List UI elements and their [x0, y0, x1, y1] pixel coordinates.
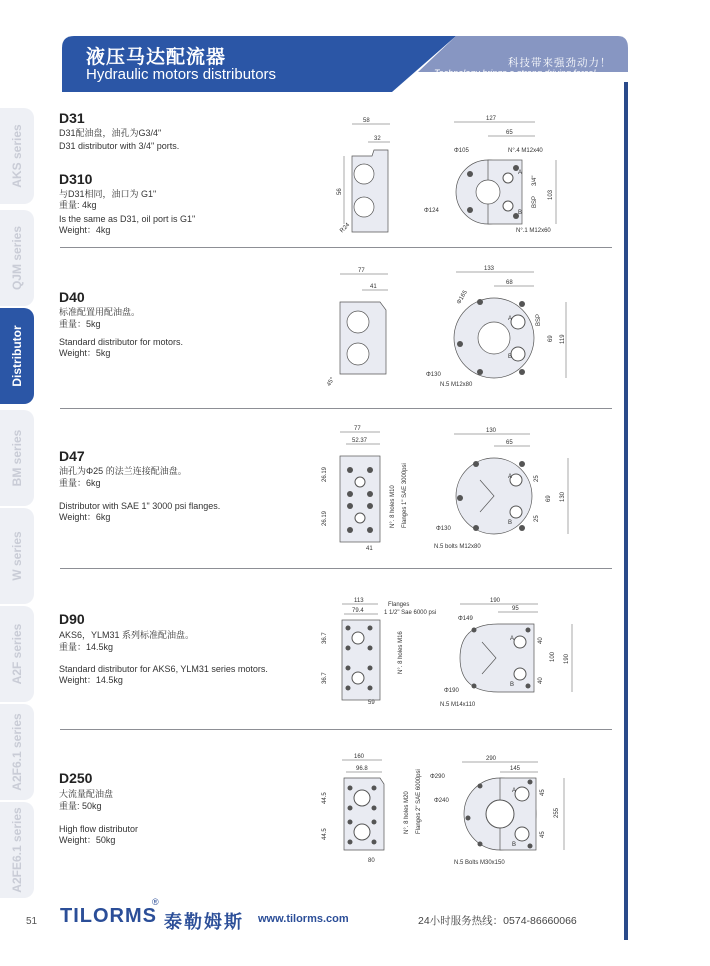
- page-title-cn: 液压马达配流器: [86, 47, 227, 68]
- port-label: A: [508, 474, 513, 480]
- dim-label: 96.8: [356, 766, 368, 772]
- dim-label: 32: [374, 136, 381, 142]
- dim-label: 52.37: [352, 438, 368, 444]
- port-label: B: [518, 210, 523, 216]
- sidebar-item-qjm[interactable]: [0, 210, 34, 306]
- sidebar-item-label: QJM series: [10, 225, 24, 291]
- d90-weight-en: Weight：14.5kg: [59, 675, 123, 685]
- dim-label: 290: [486, 756, 497, 762]
- brand-logo-en: TILORMS: [60, 905, 157, 927]
- d31-desc-cn: D31配油盘，油孔为G3/4": [59, 128, 162, 138]
- d47-weight-cn: 重量：6kg: [59, 478, 101, 488]
- dim-label: N°. 8 holes M16: [398, 631, 404, 674]
- dim-label: BSP: [532, 195, 538, 208]
- page-number: 51: [26, 916, 38, 927]
- dim-label: Flanges 1" SAE 3000psi: [402, 463, 408, 528]
- dim-label: 190: [490, 598, 501, 604]
- section-divider: [60, 568, 612, 569]
- d47-desc-en: Distributor with SAE 1" 3000 psi flanges.: [59, 501, 221, 511]
- dim-label: Flanges 2" SAE 6000psi: [416, 769, 422, 834]
- sidebar-item-a2f[interactable]: [0, 606, 34, 702]
- dim-label: BSP: [536, 313, 542, 326]
- dim-label: N°.4 M12x40: [508, 148, 543, 154]
- d40-weight-en: Weight：5kg: [59, 348, 111, 358]
- dim-label: 40: [538, 677, 544, 684]
- dim-label: N.5 bolts M12x80: [434, 544, 481, 550]
- port-label: A: [512, 788, 517, 794]
- right-border-rule: [624, 82, 628, 940]
- sidebar-item-distributor[interactable]: [0, 308, 34, 404]
- dim-label: 41: [370, 284, 377, 290]
- dim-label: 36.7: [322, 632, 328, 644]
- sidebar-item-label: BM series: [10, 429, 24, 487]
- dim-label: 1 1/2" Sae 6000 psi: [384, 610, 437, 616]
- dim-label: 130: [560, 491, 566, 502]
- dim-label: 255: [554, 807, 560, 818]
- dim-label: Φ190: [444, 688, 459, 694]
- website-link[interactable]: www.tilorms.com: [258, 913, 349, 925]
- dim-label: Φ105: [454, 148, 469, 154]
- d40-side-view: [320, 262, 410, 394]
- dim-label: 160: [354, 754, 365, 760]
- d310-weight-cn: 重量: 4kg: [59, 200, 97, 210]
- sidebar-item-label: A2F series: [10, 623, 24, 685]
- brand-logo[interactable]: [60, 897, 244, 932]
- d90-weight-cn: 重量：14.5kg: [59, 642, 114, 652]
- sidebar-item-label: Distributor: [10, 325, 24, 387]
- dim-label: 59: [368, 700, 375, 706]
- d250-weight-en: Weight：50kg: [59, 835, 116, 845]
- registered-mark: ®: [152, 897, 159, 907]
- d250-side-view: [314, 750, 424, 870]
- port-label: B: [510, 682, 515, 688]
- d31-side-view: [330, 112, 410, 240]
- section-divider: [60, 408, 612, 409]
- section-title-d310: D310: [59, 171, 93, 187]
- dim-label: 145: [510, 766, 521, 772]
- dim-label: Φ149: [458, 616, 473, 622]
- port-label: A: [510, 636, 515, 642]
- section-divider: [60, 247, 612, 248]
- dim-label: 68: [506, 280, 513, 286]
- dim-label: 95: [512, 606, 519, 612]
- dim-label: Φ240: [434, 798, 449, 804]
- dim-label: 113: [354, 598, 364, 604]
- sidebar-item-label: A2F6.1 series: [10, 713, 24, 791]
- section-divider: [60, 729, 612, 730]
- sidebar-item-a2f61[interactable]: [0, 704, 34, 800]
- dim-label: 80: [368, 858, 375, 864]
- sidebar-item-label: W series: [10, 531, 24, 581]
- dim-label: 190: [564, 653, 570, 664]
- dim-label: 127: [486, 116, 497, 122]
- d250-front-view: [428, 752, 580, 870]
- dim-label: Φ165: [456, 289, 469, 306]
- dim-label: 77: [354, 426, 361, 432]
- dim-label: 26.19: [322, 466, 328, 482]
- dim-label: Flanges: [388, 602, 410, 608]
- dim-label: 44.5: [322, 792, 328, 804]
- dim-label: 65: [506, 130, 513, 136]
- dim-label: 79.4: [352, 608, 364, 614]
- dim-label: 119: [560, 334, 566, 344]
- dim-label: N.5 M12x80: [440, 382, 473, 388]
- dim-label: N.5 Bolts M30x150: [454, 860, 505, 866]
- dim-label: N°. 8 holes M10: [390, 485, 396, 528]
- dim-label: R24: [339, 222, 352, 235]
- slogan-en: Technology brings a strong driving force!: [434, 68, 596, 78]
- dim-label: 103: [548, 189, 554, 200]
- sidebar-item-w[interactable]: [0, 508, 34, 604]
- d250-desc-cn: 大流量配油盘: [59, 789, 114, 799]
- d250-weight-cn: 重量: 50kg: [59, 801, 102, 811]
- sidebar-item-aks[interactable]: [0, 108, 34, 204]
- page-header: [62, 36, 628, 92]
- dim-label: 130: [486, 428, 497, 434]
- sidebar-item-label: A2FE6.1 series: [10, 807, 24, 893]
- dim-label: 100: [550, 651, 556, 662]
- slogan-cn: 科技带来强劲动力！: [508, 57, 612, 69]
- d90-desc-cn: AKS6，YLM31 系列标准配油盘。: [59, 630, 195, 640]
- dim-label: Φ130: [426, 372, 441, 378]
- d31-front-view: [420, 112, 570, 240]
- d47-side-view: [316, 420, 416, 554]
- dim-label: Φ290: [430, 774, 445, 780]
- dim-label: 56: [337, 188, 343, 195]
- d40-desc-en: Standard distributor for motors.: [59, 337, 184, 347]
- d31-desc-en: D31 distributor with 3/4" ports.: [59, 141, 180, 151]
- port-label: B: [508, 354, 513, 360]
- d310-weight-en: Weight：4kg: [59, 225, 111, 235]
- dim-label: 58: [363, 118, 370, 124]
- dim-label: 45: [540, 831, 546, 838]
- section-title-d40: D40: [59, 289, 85, 305]
- section-title-d250: D250: [59, 770, 93, 786]
- d310-desc-en: Is the same as D31, oil port is G1": [59, 214, 196, 224]
- d90-desc-en: Standard distributor for AKS6, YLM31 series motors.: [59, 664, 268, 674]
- dim-label: 44.5: [322, 828, 328, 840]
- d40-weight-cn: 重量：5kg: [59, 319, 101, 329]
- port-label: A: [508, 316, 513, 322]
- d47-front-view: [420, 424, 580, 554]
- dim-label: Φ130: [436, 526, 451, 532]
- dim-label: 26.19: [322, 510, 328, 526]
- dim-label: N.5 M14x110: [440, 702, 476, 708]
- d47-weight-en: Weight：6kg: [59, 512, 111, 522]
- dim-label: 36.7: [322, 672, 328, 684]
- d250-desc-en: High flow distributor: [59, 824, 139, 834]
- page-title-en: Hydraulic motors distributors: [86, 66, 277, 83]
- section-title-d47: D47: [59, 448, 85, 464]
- dim-label: 3/4": [532, 175, 538, 186]
- port-label: B: [508, 520, 513, 526]
- dim-label: 69: [546, 495, 552, 502]
- sidebar-item-label: AKS series: [10, 124, 24, 188]
- d40-desc-cn: 标准配置用配油盘。: [59, 307, 141, 317]
- dim-label: 41: [366, 546, 373, 552]
- d90-front-view: [432, 594, 580, 714]
- dim-label: 133: [484, 266, 495, 272]
- dim-label: 77: [358, 268, 365, 274]
- dim-label: 69: [548, 335, 554, 342]
- port-label: A: [518, 170, 523, 176]
- d47-desc-cn: 油孔为Φ25 的法兰连接配油盘。: [59, 466, 187, 476]
- port-label: B: [512, 842, 517, 848]
- sidebar-item-a2fe61[interactable]: [0, 802, 34, 898]
- dim-label: N°.1 M12x60: [516, 228, 551, 234]
- d310-desc-cn: 与D31相同，油口为 G1": [59, 189, 157, 199]
- dim-label: 45: [540, 789, 546, 796]
- dim-label: N°. 8 holes M20: [404, 791, 410, 834]
- service-hotline: 24小时服务热线：0574-86660066: [418, 915, 577, 927]
- dim-label: Φ124: [424, 208, 439, 214]
- dim-label: 45°: [326, 376, 337, 388]
- d40-front-view: [420, 262, 580, 390]
- dim-label: 40: [538, 637, 544, 644]
- section-title-d31: D31: [59, 110, 85, 126]
- sidebar-item-bm[interactable]: [0, 410, 34, 506]
- brand-logo-cn: 泰勒姆斯: [164, 912, 244, 932]
- dim-label: 25: [534, 475, 540, 482]
- dim-label: 25: [534, 515, 540, 522]
- section-title-d90: D90: [59, 611, 85, 627]
- dim-label: 65: [506, 440, 513, 446]
